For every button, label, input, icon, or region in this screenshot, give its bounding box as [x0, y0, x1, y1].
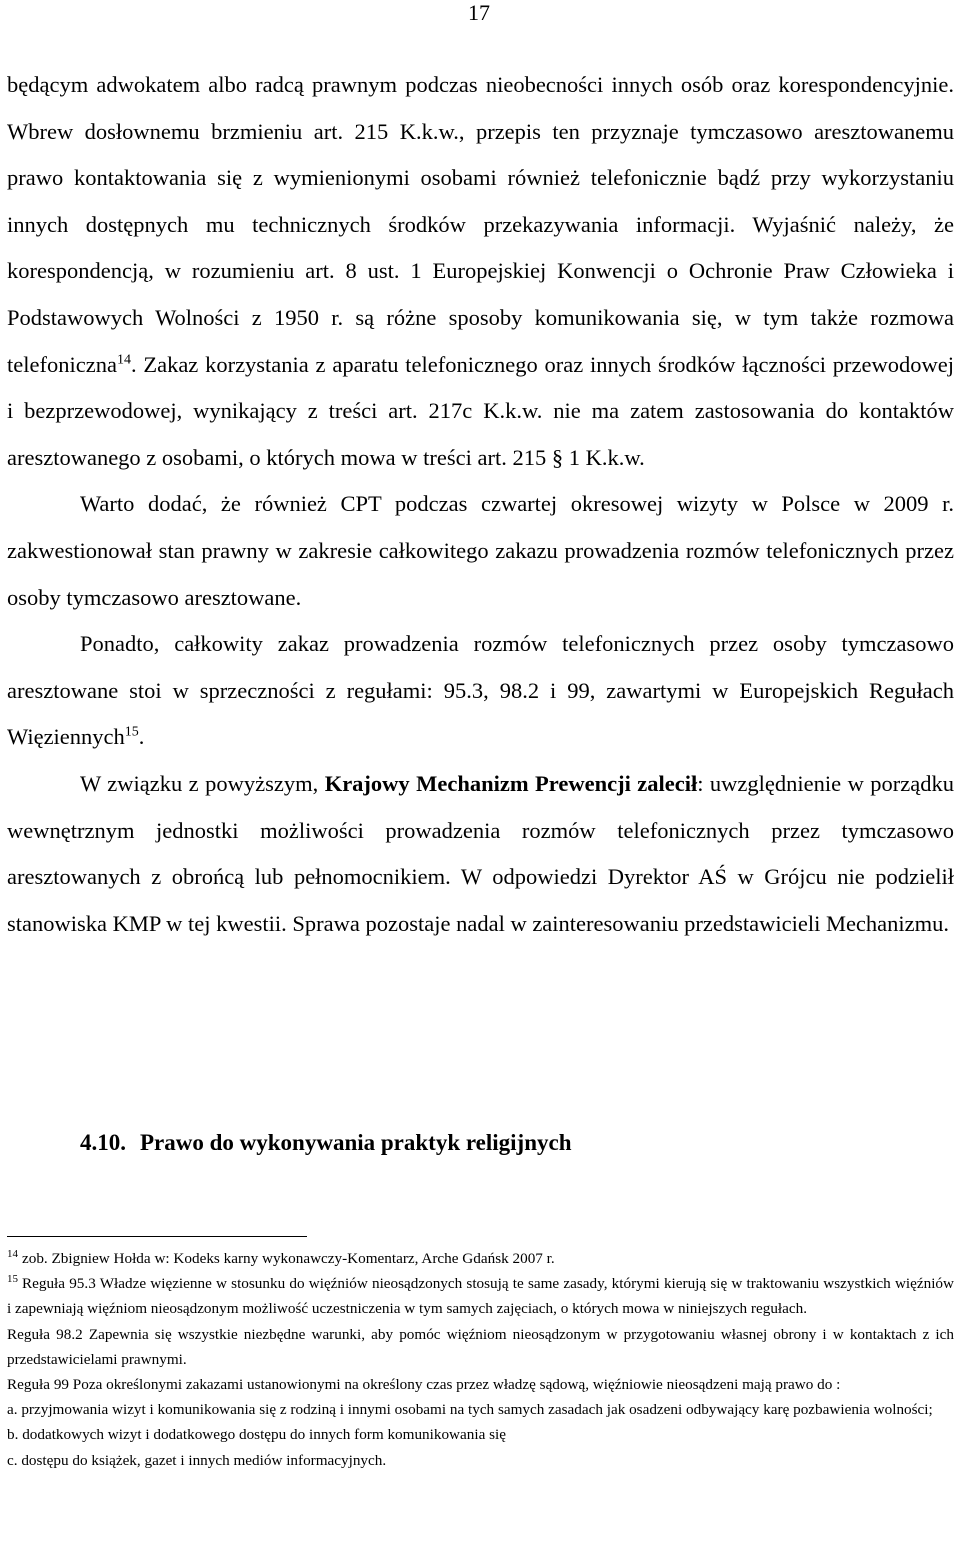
footnote-15-text: Reguła 95.3 Władze więzienne w stosunku do więźniów nieosądzonych stosują te same zasady, którymi kierują się w traktowaniu wszystkich więźniów i zapewniają więźniom nieosądzonym możliwość uczestniczenia w tym samych zajęciach, o których mowa w niniejszych regułach.: [7, 1275, 954, 1318]
footnote-ref-14[interactable]: 14: [116, 352, 131, 368]
footnote-15: [7, 1271, 954, 1321]
paragraph-4-text-cont: : uwzględnienie w porządku wewnętrznym jednostki możliwości prowadzenia rozmów telefonicznych przez tymczasowo aresztowanych z obrońcą lub pełnomocnikiem. W odpowiedzi Dyrektor AŚ w Grójcu nie podzielił stanowiska KMP w tej kwestii. Sprawa pozostaje nadal w zainteresowaniu przedstawicieli Mechanizmu.: [7, 770, 954, 936]
paragraph-2: Warto dodać, że również CPT podczas czwartej okresowej wizyty w Polsce w 2009 r. zakwestionował stan prawny w zakresie całkowitego zakazu prowadzenia rozmów telefonicznych przez osoby tymczasowo aresztowane.: [7, 491, 954, 610]
page-number: 17: [468, 0, 490, 25]
footnote-ref-15[interactable]: 15: [124, 724, 139, 740]
recommendation-emphasis: Krajowy Mechanizm Prewencji zalecił: [324, 770, 698, 796]
paragraph-3-text-cont: .: [138, 724, 145, 750]
paragraph-4-text: W związku z powyższym,: [80, 770, 325, 796]
footnote-item-a: a. przyjmowania wizyt i komunikowania się z rodziną i innymi osobami na tych samych zasadach jak osadzeni odbywający karę pozbawienia wolności;: [7, 1401, 933, 1419]
paragraph-3: [7, 621, 954, 761]
body-text: [7, 62, 954, 947]
paragraph-3-text: Ponadto, całkowity zakaz prowadzenia rozmów telefonicznych przez osoby tymczasowo aresztowane stoi w sprzeczności z regułami: 95.3, 98.2 i 99, zawartymi w Europejskich Regułach Więziennych: [7, 631, 954, 750]
footnote-15-mark: 15: [7, 1273, 18, 1286]
footnote-14: [7, 1246, 954, 1271]
paragraph-4: [7, 761, 954, 947]
paragraph-1-text-cont: . Zakaz korzystania z aparatu telefonicznego oraz innych środków łączności przewodowej i bezprzewodowej, wynikający z treści art. 217c K.k.w. nie ma zatem zastosowania do kontaktów aresztowanego z osobami, o których mowa w treści art. 215 § 1 K.k.w.: [7, 351, 954, 470]
footnote-14-mark: 14: [7, 1247, 18, 1260]
footnote-rule-98-2: Reguła 98.2 Zapewnia się wszystkie niezbędne warunki, aby pomóc więźniom nieosądzonym w przygotowaniu własnej obrony i w kontaktach z ich przedstawicielami prawnymi.: [7, 1325, 954, 1368]
footnote-14-text: zob. Zbigniew Hołda w: Kodeks karny wykonawczy-Komentarz, Arche Gdańsk 2007 r.: [22, 1250, 555, 1267]
paragraph-1: [7, 62, 954, 481]
footnote-item-b: b. dodatkowych wizyt i dodatkowego dostępu do innych form komunikowania się: [7, 1426, 506, 1444]
section-heading: [80, 1128, 572, 1158]
footnote-rule-99: Reguła 99 Poza określonymi zakazami ustanowionymi na określony czas przez władzę sądową, więźniowie nieosądzeni mają prawo do :: [7, 1376, 841, 1394]
section-number: 4.10.: [80, 1130, 126, 1155]
paragraph-1-text: będącym adwokatem albo radcą prawnym podczas nieobecności innych osób oraz korespondencyjnie. Wbrew dosłownemu brzmieniu art. 215 K.k.w., przepis ten przyznaje tymczasowo aresztowanemu prawo kontaktowania się z wymienionymi osobami również telefonicznie bądź przy wykorzystaniu innych dostępnych mu technicznych środków przekazywania informacji. Wyjaśnić należy, że korespondencją, w rozumieniu art. 8 ust. 1 Europejskiej Konwencji o Ochronie Praw Człowieka i Podstawowych Wolności z 1950 r. są różne sposoby komunikowania się, w tym także rozmowa telefoniczna: [7, 72, 954, 377]
footnote-item-c: c. dostępu do książek, gazet i innych mediów informacyjnych.: [7, 1451, 387, 1469]
section-title: Prawo do wykonywania praktyk religijnych: [140, 1130, 572, 1155]
footnote-divider: [7, 1236, 307, 1237]
footnotes: [7, 1246, 954, 1473]
